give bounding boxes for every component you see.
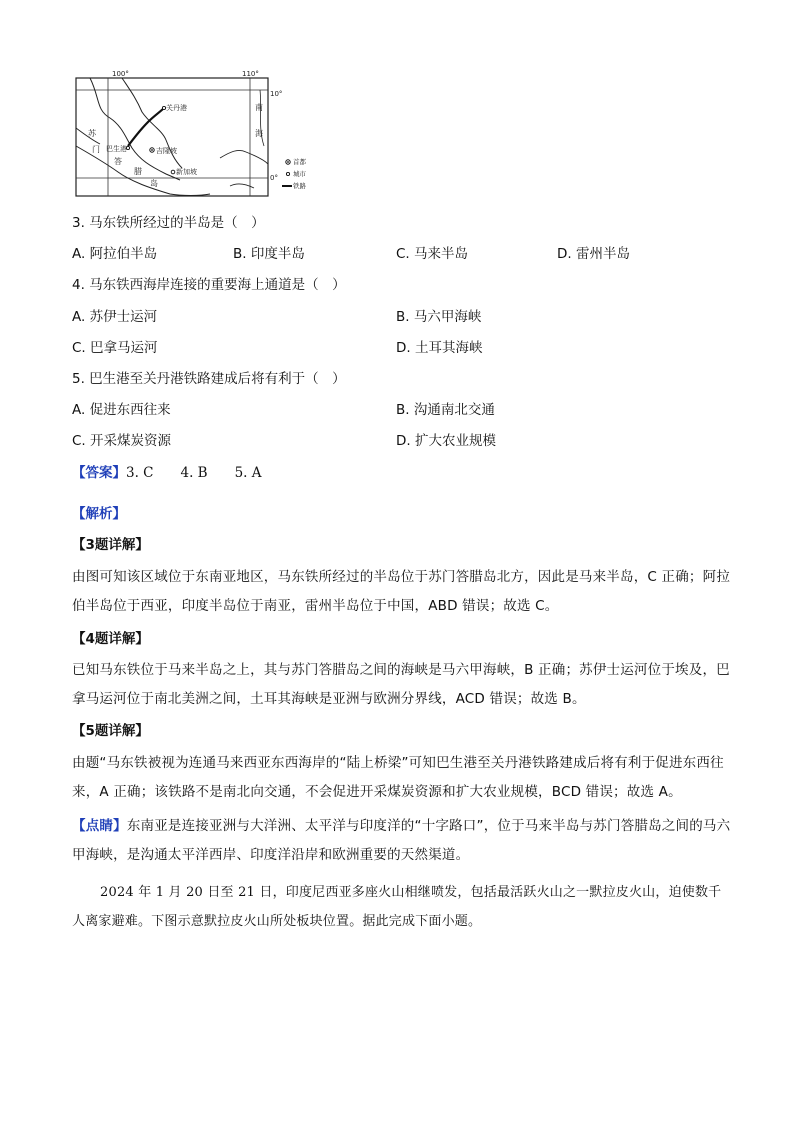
q3-analysis-title: 【3题详解】 (72, 537, 149, 553)
lon-label-100: 100° (112, 70, 129, 78)
q5-analysis-text: 由题“马东铁被视为连通马来西亚东西海岸的“陆上桥梁”可知巴生港至关丹港铁路建成后将有利于促进东西往来，A 正确；该铁路不是南北向交通，不会促进开采煤炭资源和扩大农业规模，BCD 错误；故选 A。 (72, 755, 724, 800)
q4-option-b: B. 马六甲海峡 (396, 309, 482, 325)
question-5-stem: 5. 巴生港至关丹港铁路建成后将有利于（ ） (72, 371, 346, 387)
q4-analysis-text: 已知马东铁位于马来半岛之上，其与苏门答腊岛之间的海峡是马六甲海峡，B 正确；苏伊士运河位于埃及，巴拿马运河位于南北美洲之间，土耳其海峡是亚洲与欧洲分界线，ACD 错误；故选 B。 (72, 662, 730, 707)
city-marker-singapore (171, 170, 175, 174)
answer-line (72, 464, 262, 482)
legend-city-symbol (286, 172, 289, 175)
malay-peninsula-west-coast (90, 78, 180, 180)
label-kuantan: 关丹港 (166, 104, 187, 112)
q5-analysis-title: 【5题详解】 (72, 723, 149, 739)
q4-option-a: A. 苏伊士运河 (72, 309, 158, 325)
q3-option-d: D. 雷州半岛 (557, 246, 630, 262)
label-dao: 岛 (150, 179, 158, 188)
capital-marker-dot (151, 149, 153, 151)
label-singapore: 新加坡 (176, 168, 197, 176)
label-south-sea-1: 南 (255, 103, 263, 112)
lon-label-110: 110° (242, 70, 259, 78)
label-kuala-lumpur: 吉隆坡 (156, 147, 177, 155)
analysis-label: 【解析】 (72, 506, 126, 522)
q5-option-a: A. 促进东西往来 (72, 402, 171, 418)
q3-option-c: C. 马来半岛 (396, 246, 469, 262)
label-su: 苏 (88, 129, 96, 138)
lat-label-0: 0° (270, 174, 278, 182)
tip-label: 【点睛】 (72, 818, 127, 834)
borneo-coast (220, 150, 268, 164)
q4-option-d: D. 土耳其海峡 (396, 340, 483, 356)
q3-analysis-text: 由图可知该区域位于东南亚地区，马东铁所经过的半岛位于苏门答腊岛北方，因此是马来半岛，C 正确；阿拉伯半岛位于西亚，印度半岛位于南亚，雷州半岛位于中国，ABD 错误；故选 C。 (72, 569, 731, 614)
q4-analysis-title: 【4题详解】 (72, 631, 149, 647)
lat-label-10: 10° (270, 90, 283, 98)
q4-option-c: C. 巴拿马运河 (72, 340, 158, 356)
southeast-asia-map (70, 68, 306, 200)
label-men: 门 (92, 145, 100, 154)
legend-capital-label: 首都 (293, 158, 306, 166)
q5-option-b: B. 沟通南北交通 (396, 402, 495, 418)
q5-option-c: C. 开采煤炭资源 (72, 433, 172, 449)
answer-label: 【答案】 (72, 465, 126, 481)
label-la: 腊 (134, 167, 142, 176)
label-klang: 巴生港 (106, 145, 127, 153)
label-da: 答 (114, 157, 122, 166)
question-4-stem: 4. 马东铁西海岸连接的重要海上通道是（ ） (72, 277, 346, 293)
question-3-stem: 3. 马东铁所经过的半岛是（ ） (72, 215, 265, 231)
legend-city-label: 城市 (293, 170, 306, 178)
q3-option-b: B. 印度半岛 (233, 246, 305, 262)
tip-paragraph (72, 812, 732, 870)
answer-values: 3. C 4. B 5. A (126, 465, 262, 481)
next-material-paragraph: 2024 年 1 月 20 日至 21 日，印度尼西亚多座火山相继喷发，包括最活跃火山之一默拉皮火山，迫使数千人离家避难。下图示意默拉皮火山所处板块位置。据此完成下面小题。 (72, 885, 722, 929)
q5-option-d: D. 扩大农业规模 (396, 433, 496, 449)
q3-option-a: A. 阿拉伯半岛 (72, 246, 158, 262)
railway-line (128, 108, 164, 146)
legend-railway-label: 铁路 (293, 182, 306, 190)
tip-text: 东南亚是连接亚洲与大洋洲、太平洋与印度洋的“十字路口”，位于马来半岛与苏门答腊岛之间的马六甲海峡，是沟通太平洋西岸、印度洋沿岸和欧洲重要的天然渠道。 (72, 818, 731, 863)
label-south-sea-2: 海 (255, 129, 263, 138)
